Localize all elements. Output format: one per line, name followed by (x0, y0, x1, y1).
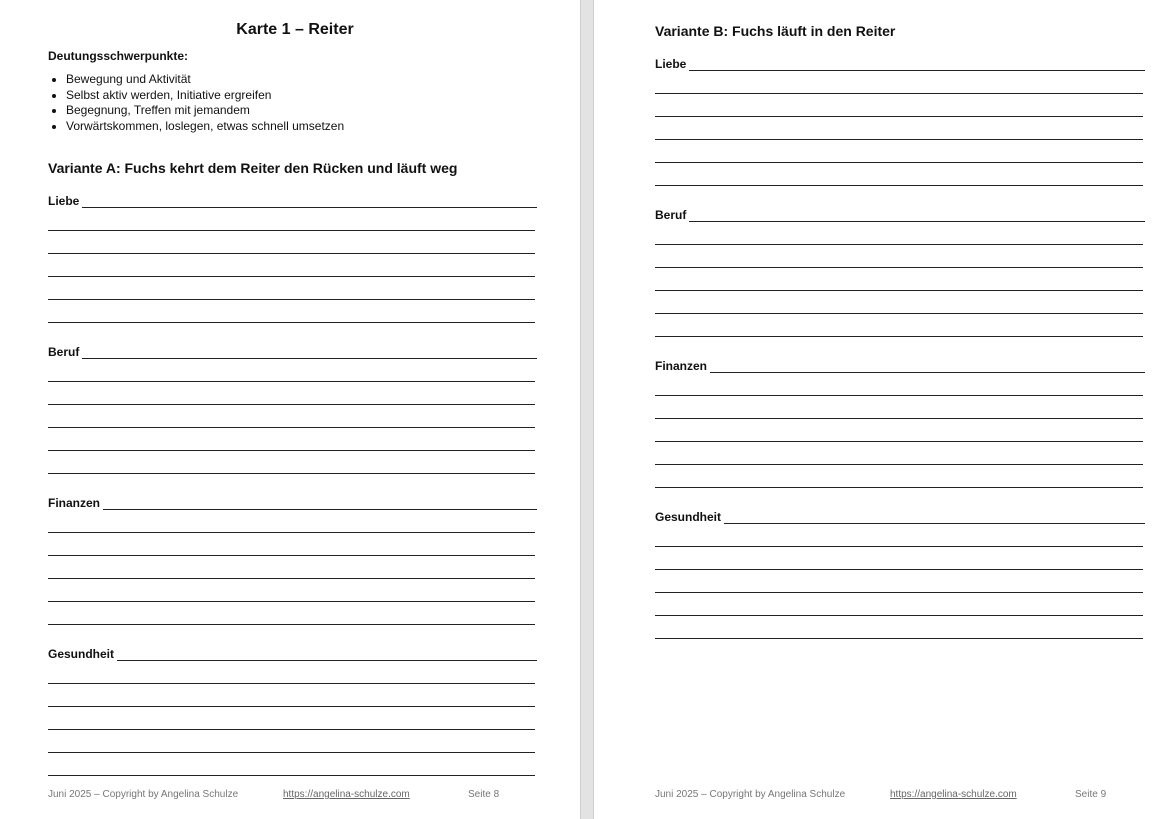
variant-b-title: Variante B: Fuchs läuft in den Reiter (655, 23, 896, 39)
focus-heading: Deutungsschwerpunkte: (48, 49, 189, 63)
writing-line[interactable] (655, 185, 1143, 186)
writing-line[interactable] (655, 162, 1143, 163)
writing-line[interactable] (48, 532, 535, 533)
writing-line[interactable] (655, 615, 1143, 616)
writing-line[interactable] (655, 441, 1143, 442)
writing-line[interactable] (655, 290, 1143, 291)
variant-a-title: Variante A: Fuchs kehrt dem Reiter den Rücken und läuft weg (48, 160, 458, 176)
section-label: Beruf (48, 345, 82, 359)
writing-line[interactable] (48, 775, 535, 776)
writing-line[interactable] (48, 358, 537, 359)
writing-line[interactable] (655, 70, 1145, 71)
section-label: Gesundheit (655, 510, 724, 524)
focus-item: • Bewegung und Aktivität (66, 72, 344, 88)
writing-line[interactable] (655, 336, 1143, 337)
writing-line[interactable] (655, 592, 1143, 593)
writing-line[interactable] (48, 601, 535, 602)
writing-line[interactable] (655, 116, 1143, 117)
footer-link[interactable]: https://angelina-schulze.com (283, 789, 410, 800)
writing-line[interactable] (48, 729, 535, 730)
writing-line[interactable] (48, 752, 535, 753)
writing-line[interactable] (48, 555, 535, 556)
writing-line[interactable] (48, 473, 535, 474)
section-label: Liebe (48, 194, 82, 208)
writing-line[interactable] (655, 523, 1145, 524)
writing-line[interactable] (48, 381, 535, 382)
footer-link[interactable]: https://angelina-schulze.com (890, 789, 1017, 800)
writing-line[interactable] (48, 427, 535, 428)
writing-line[interactable] (655, 464, 1143, 465)
section-label: Finanzen (48, 496, 103, 510)
writing-line[interactable] (48, 230, 535, 231)
document-page-9 (594, 0, 1170, 819)
writing-line[interactable] (655, 313, 1143, 314)
writing-line[interactable] (48, 276, 535, 277)
writing-line[interactable] (655, 638, 1143, 639)
footer-copyright: Juni 2025 – Copyright by Angelina Schulze (48, 789, 239, 800)
writing-line[interactable] (655, 569, 1143, 570)
page-gutter (580, 0, 594, 819)
writing-line[interactable] (48, 706, 535, 707)
writing-line[interactable] (655, 267, 1143, 268)
writing-line[interactable] (655, 221, 1145, 222)
focus-item: • Vorwärtskommen, loslegen, etwas schnell umsetzen (66, 119, 344, 135)
writing-line[interactable] (655, 372, 1145, 373)
writing-line[interactable] (48, 322, 535, 323)
writing-line[interactable] (655, 546, 1143, 547)
card-title: Karte 1 – Reiter (236, 21, 354, 38)
writing-line[interactable] (655, 487, 1143, 488)
page-number: Seite 8 (468, 789, 500, 800)
section-label: Beruf (655, 208, 689, 222)
writing-line[interactable] (48, 509, 537, 510)
writing-line[interactable] (48, 299, 535, 300)
writing-line[interactable] (48, 207, 537, 208)
writing-line[interactable] (48, 683, 535, 684)
writing-line[interactable] (655, 395, 1143, 396)
writing-line[interactable] (48, 624, 535, 625)
section-label: Finanzen (655, 359, 710, 373)
writing-line[interactable] (48, 578, 535, 579)
section-label: Gesundheit (48, 647, 117, 661)
footer-copyright: Juni 2025 – Copyright by Angelina Schulze (655, 789, 846, 800)
document-page-8 (0, 0, 580, 819)
focus-item: • Selbst aktiv werden, Initiative ergreifen (66, 88, 344, 104)
page-number: Seite 9 (1075, 789, 1107, 800)
writing-line[interactable] (655, 93, 1143, 94)
writing-line[interactable] (48, 253, 535, 254)
focus-item: • Begegnung, Treffen mit jemandem (66, 103, 344, 119)
writing-line[interactable] (655, 139, 1143, 140)
writing-line[interactable] (655, 418, 1143, 419)
writing-line[interactable] (48, 660, 537, 661)
focus-list (48, 72, 344, 135)
section-label: Liebe (655, 57, 689, 71)
writing-line[interactable] (48, 450, 535, 451)
writing-line[interactable] (48, 404, 535, 405)
writing-line[interactable] (655, 244, 1143, 245)
